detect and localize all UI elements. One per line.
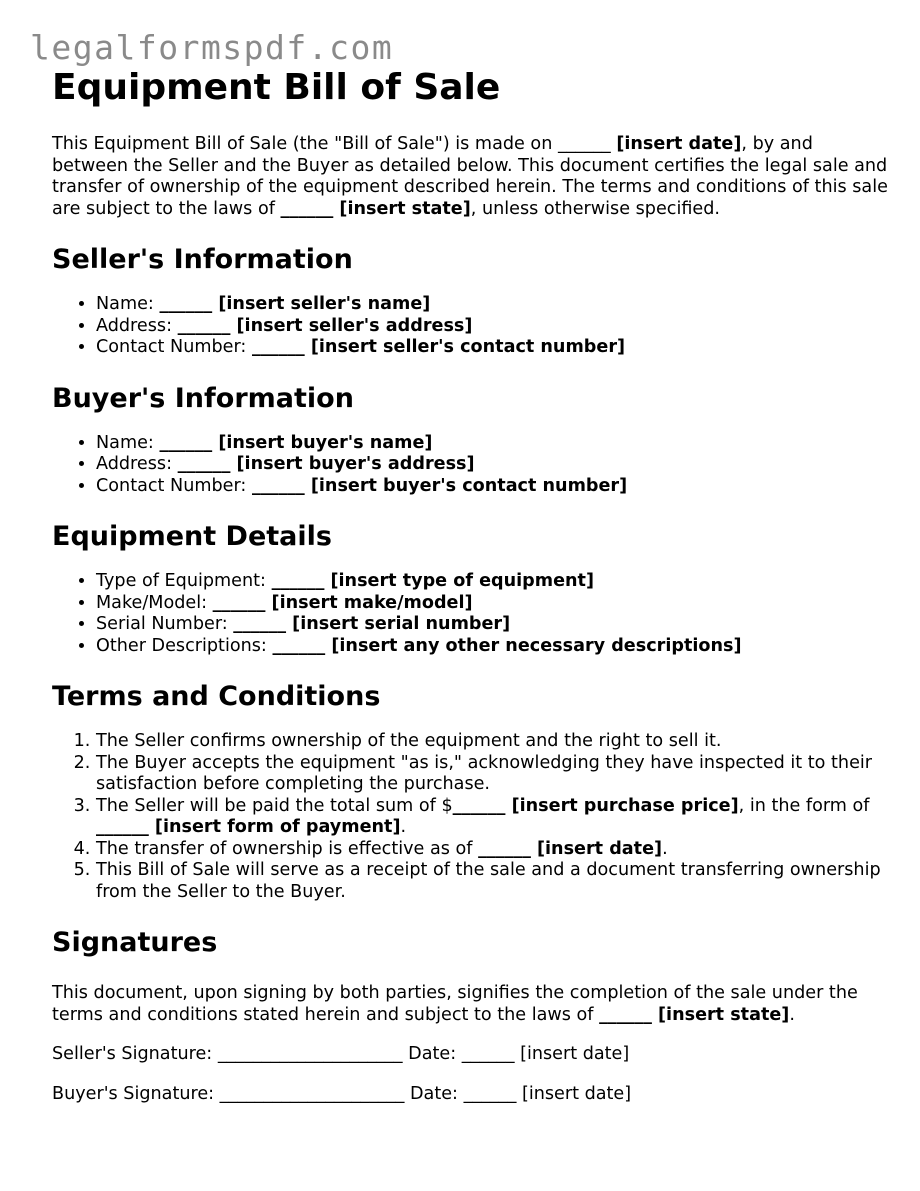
intro-text-3: , unless otherwise specified. xyxy=(470,198,721,219)
list-item: 5. This Bill of Sale will serve as a receipt of the sale and a document transferring ownership from the Seller to the Buyer. xyxy=(96,860,892,903)
seller-signature-line: Seller's Signature: _____________________ Date: ______ [insert date] xyxy=(52,1044,630,1064)
buyer-signature-line: Buyer's Signature: _____________________ Date: ______ [insert date] xyxy=(52,1083,632,1104)
list-item: 2. The Buyer accepts the equipment "as is," acknowledging they have inspected it to their satisfaction before completing the purchase. xyxy=(96,753,892,796)
list-item: • Contact Number: ______ [insert seller's contact number] xyxy=(96,337,892,359)
watermark: legalformspdf.com xyxy=(30,28,394,67)
intro-state-placeholder: ______ [insert state] xyxy=(280,198,471,219)
seller-list xyxy=(52,294,892,359)
intro-text-2: , by and between the Seller and the Buyer as detailed below. This document certifies the legal sale and transfer of ownership of the equipment described herein. The terms and conditions of this sale are subject to the laws of xyxy=(52,134,888,219)
signatures-paragraph: This document, upon signing by both parties, signifies the completion of the sale under the terms and conditions stated herein and subject to the laws of ______ [insert state]. xyxy=(52,983,858,1025)
terms-heading: Terms and Conditions xyxy=(52,681,381,712)
buyer-heading: Buyer's Information xyxy=(52,382,354,414)
list-item: • Contact Number: ______ [insert buyer's contact number] xyxy=(96,476,892,498)
list-item: 3. The Seller will be paid the total sum of $______ [insert purchase price], in the form of ______ [insert form of payment]. xyxy=(96,796,892,839)
list-item: • Make/Model: ______ [insert make/model] xyxy=(96,593,892,615)
intro-paragraph xyxy=(52,134,892,220)
list-item: • Address: ______ [insert seller's address] xyxy=(96,316,892,338)
equipment-list xyxy=(52,571,892,657)
buyer-list xyxy=(52,433,892,498)
equipment-heading: Equipment Details xyxy=(52,521,332,552)
intro-text-1: This Equipment Bill of Sale (the "Bill of Sale") is made on ______ xyxy=(52,134,617,154)
intro-date-placeholder: [insert date] xyxy=(616,134,742,154)
page-title: Equipment Bill of Sale xyxy=(52,67,501,108)
document xyxy=(52,64,892,1105)
list-item: • Type of Equipment: ______ [insert type of equipment] xyxy=(96,571,892,593)
list-item: • Other Descriptions: ______ [insert any other necessary descriptions] xyxy=(96,636,892,658)
list-item: 4. The transfer of ownership is effective as of ______ [insert date]. xyxy=(96,839,892,861)
terms-list xyxy=(52,731,892,903)
seller-heading: Seller's Information xyxy=(52,244,353,275)
list-item: • Name: ______ [insert buyer's name] xyxy=(96,433,892,455)
list-item: • Serial Number: ______ [insert serial number] xyxy=(96,614,892,636)
list-item: 1. The Seller confirms ownership of the equipment and the right to sell it. xyxy=(96,731,892,753)
list-item: • Name: ______ [insert seller's name] xyxy=(96,294,892,316)
signatures-heading: Signatures xyxy=(52,927,218,958)
list-item: • Address: ______ [insert buyer's address] xyxy=(96,454,892,476)
